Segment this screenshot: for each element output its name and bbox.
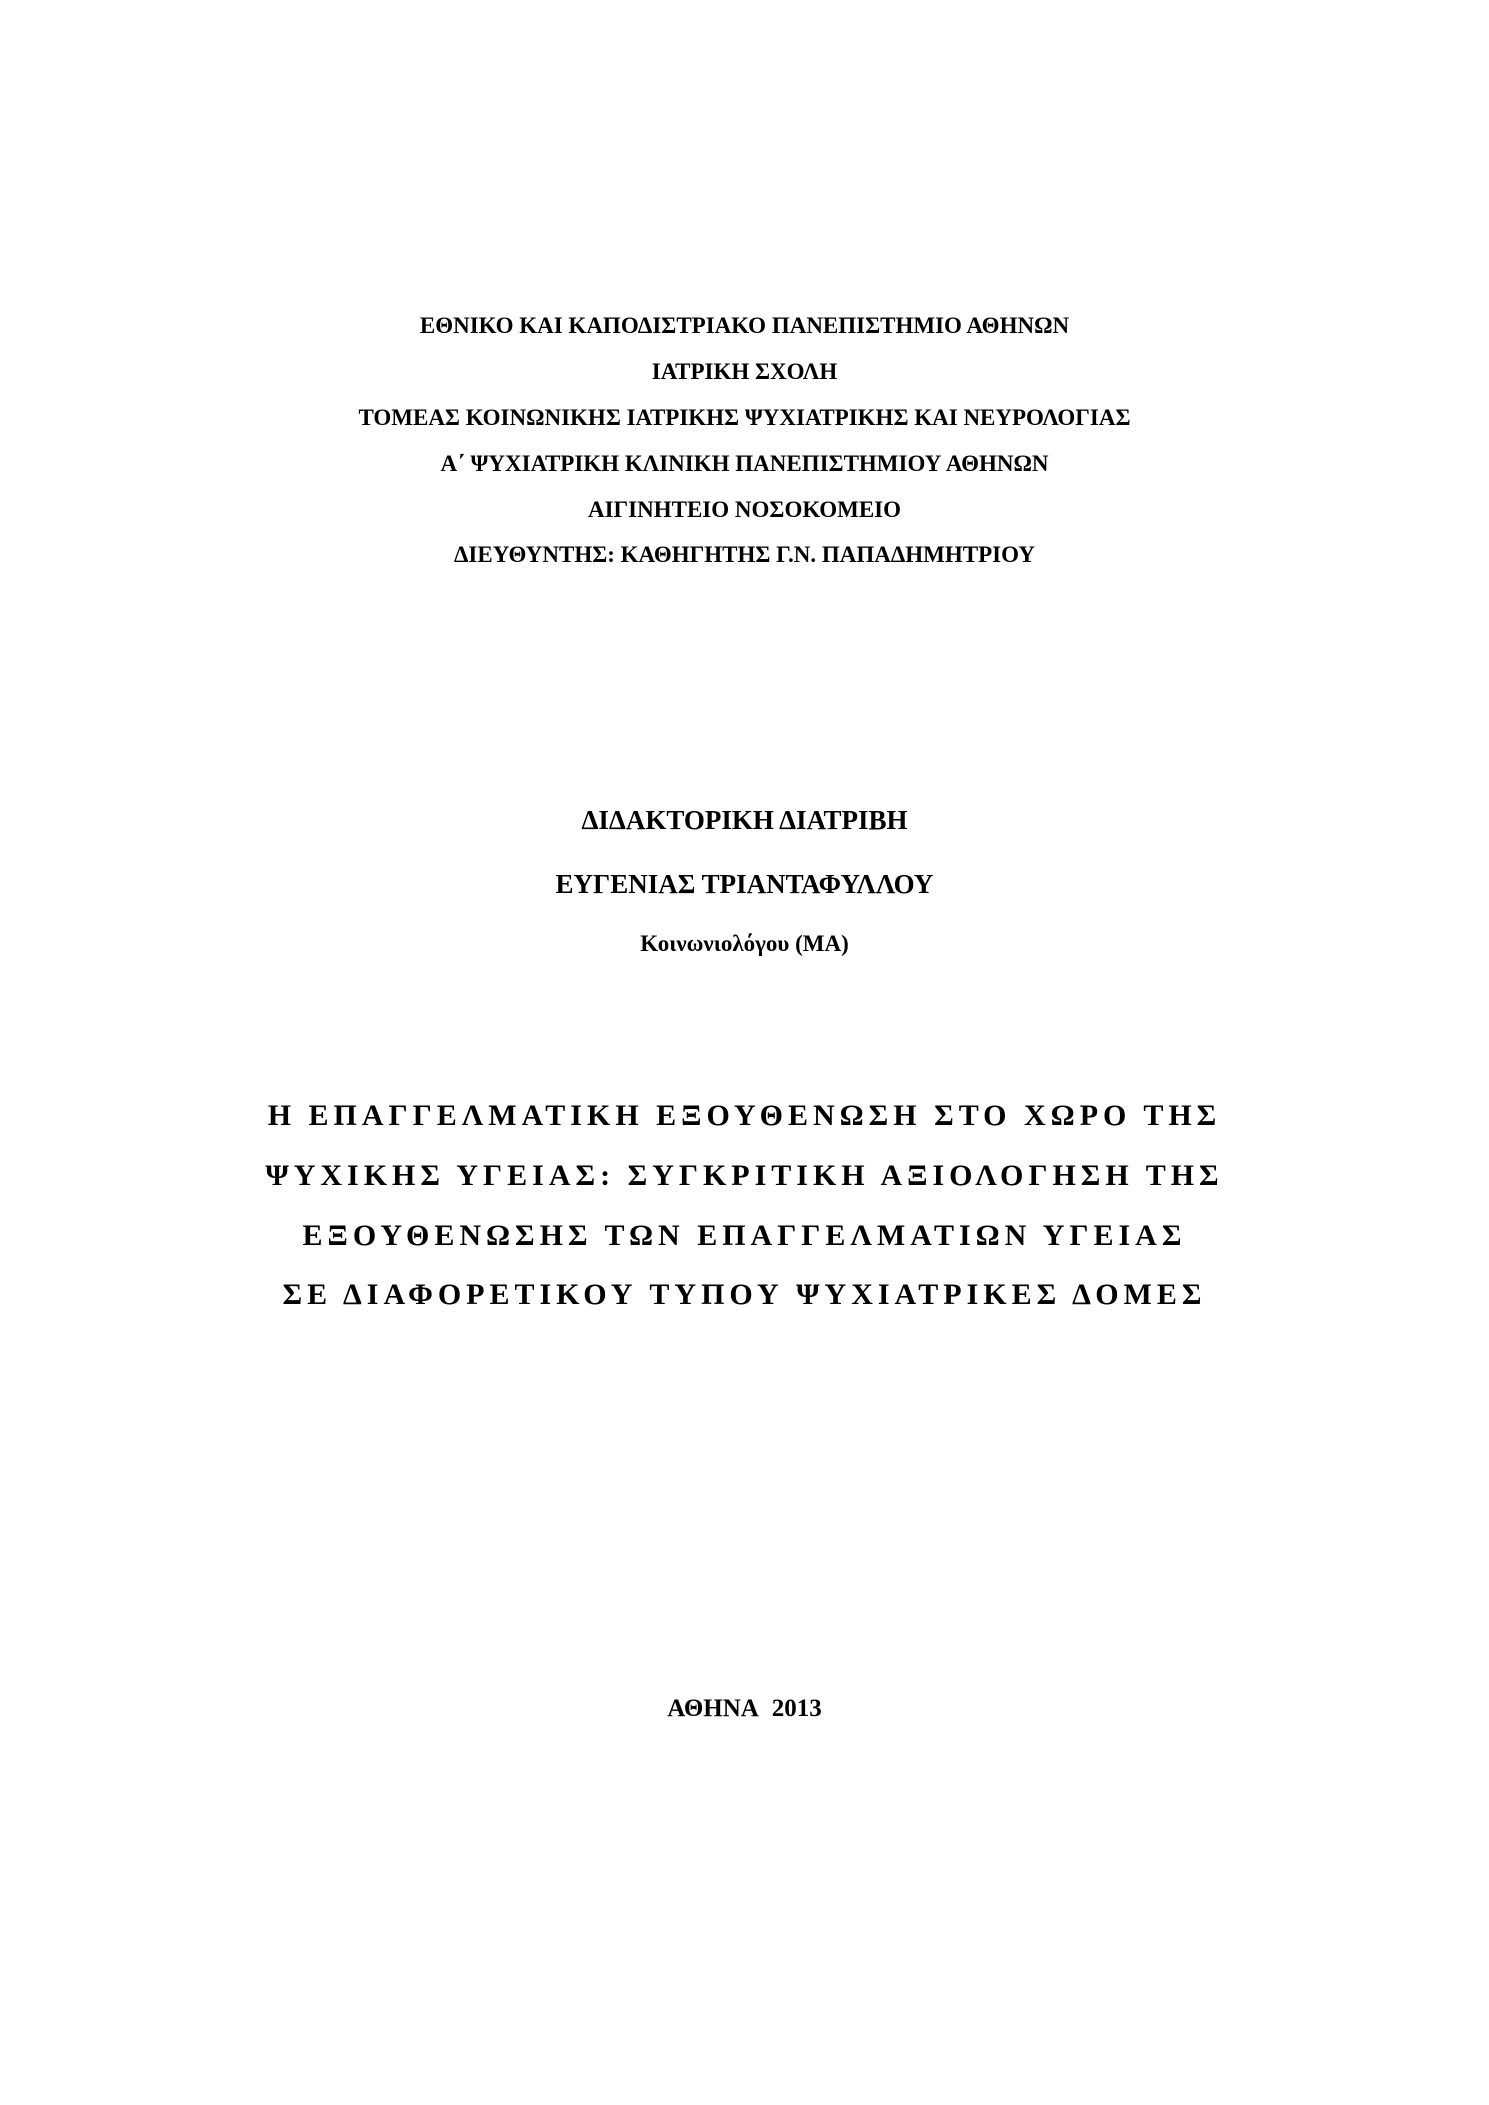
title-line-2: ΨΥΧΙΚΗΣ ΥΓΕΙΑΣ: ΣΥΓΚΡΙΤΙΚΗ ΑΞΙΟΛΟΓΗΣΗ ΤΗΣ [265, 1159, 1224, 1192]
title-line-4: ΣΕ ΔΙΑΦΟΡΕΤΙΚΟΥ ΤΥΠΟΥ ΨΥΧΙΑΤΡΙΚΕΣ ΔΟΜΕΣ [282, 1278, 1207, 1311]
school-name: ΙΑΤΡΙΚΗ ΣΧΟΛΗ [651, 359, 838, 384]
author-name: ΕΥΓΕΝΙΑΣ ΤΡΙΑΝΤΑΦΥΛΛΟΥ [555, 869, 934, 899]
university-name: ΕΘΝΙΚΟ ΚΑΙ ΚΑΠΟΔΙΣΤΡΙΑΚΟ ΠΑΝΕΠΙΣΤΗΜΙΟ ΑΘΗΝΩΝ [419, 313, 1070, 338]
author-degree: Κοινωνιολόγου (ΜΑ) [640, 931, 849, 956]
department-name: ΤΟΜΕΑΣ ΚΟΙΝΩΝΙΚΗΣ ΙΑΤΡΙΚΗΣ ΨΥΧΙΑΤΡΙΚΗΣ ΚΑΙ ΝΕΥΡΟΛΟΓΙΑΣ [358, 405, 1131, 430]
director-line: ΔΙΕΥΘΥΝΤΗΣ: ΚΑΘΗΓΗΤΗΣ Γ.Ν. ΠΑΠΑΔΗΜΗΤΡΙΟΥ [453, 542, 1036, 567]
title-line-1: Η ΕΠΑΓΓΕΛΜΑΤΙΚΗ ΕΞΟΥΘΕΝΩΣΗ ΣΤΟ ΧΩΡΟ ΤΗΣ [267, 1099, 1222, 1132]
title-line-3: ΕΞΟΥΘΕΝΩΣΗΣ ΤΩΝ ΕΠΑΓΓΕΛΜΑΤΙΩΝ ΥΓΕΙΑΣ [302, 1219, 1187, 1252]
place-and-year: ΑΘΗΝΑ 2013 [667, 1695, 822, 1722]
document-type: ΔΙΔΑΚΤΟΡΙΚΗ ΔΙΑΤΡΙΒΗ [581, 805, 908, 835]
clinic-name: Α΄ ΨΥΧΙΑΤΡΙΚΗ ΚΛΙΝΙΚΗ ΠΑΝΕΠΙΣΤΗΜΙΟΥ ΑΘΗΝΩΝ [440, 451, 1049, 476]
hospital-name: ΑΙΓΙΝΗΤΕΙΟ ΝΟΣΟΚΟΜΕΙΟ [587, 497, 902, 522]
